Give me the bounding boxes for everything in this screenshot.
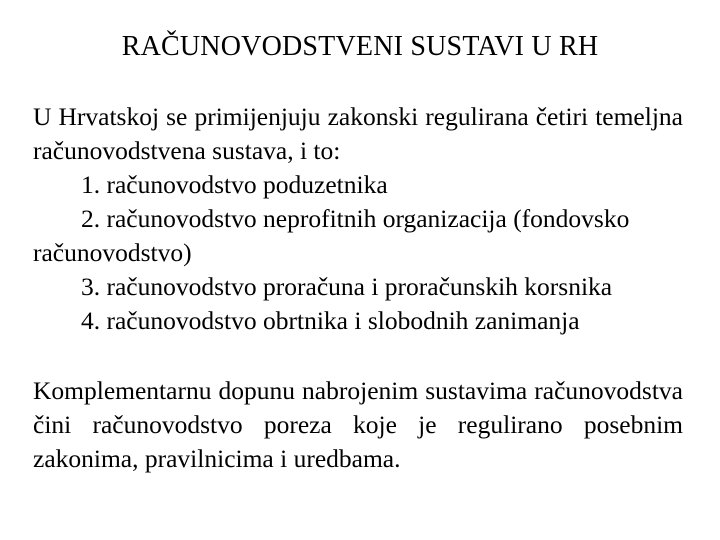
list-item: 3. računovodstvo proračuna i proračunskih korsnika (81, 272, 613, 301)
paragraph-spacer (33, 338, 683, 374)
intro-paragraph: U Hrvatskoj se primijenjuju zakonski regulirana četiri temeljna računovodstvena sustava, i to: (33, 102, 683, 165)
list-item: 2. računovodstvo neprofitnih organizacija (fondovsko računovodstvo) (33, 204, 630, 267)
list-item: 4. računovodstvo obrtnika i slobodnih zanimanja (81, 306, 580, 335)
accounting-systems-list (33, 168, 683, 338)
closing-paragraph: Komplementarnu dopunu nabrojenim sustavima računovodstva čini računovodstvo poreza koje je regulirano posebnim zakonima, pravilnicima i uredbama. (33, 376, 683, 473)
slide-title: RAČUNOVODSTVENI SUSTAVI U RH (121, 31, 599, 62)
list-item: 1. računovodstvo poduzetnika (81, 170, 388, 199)
slide-body (33, 100, 683, 476)
